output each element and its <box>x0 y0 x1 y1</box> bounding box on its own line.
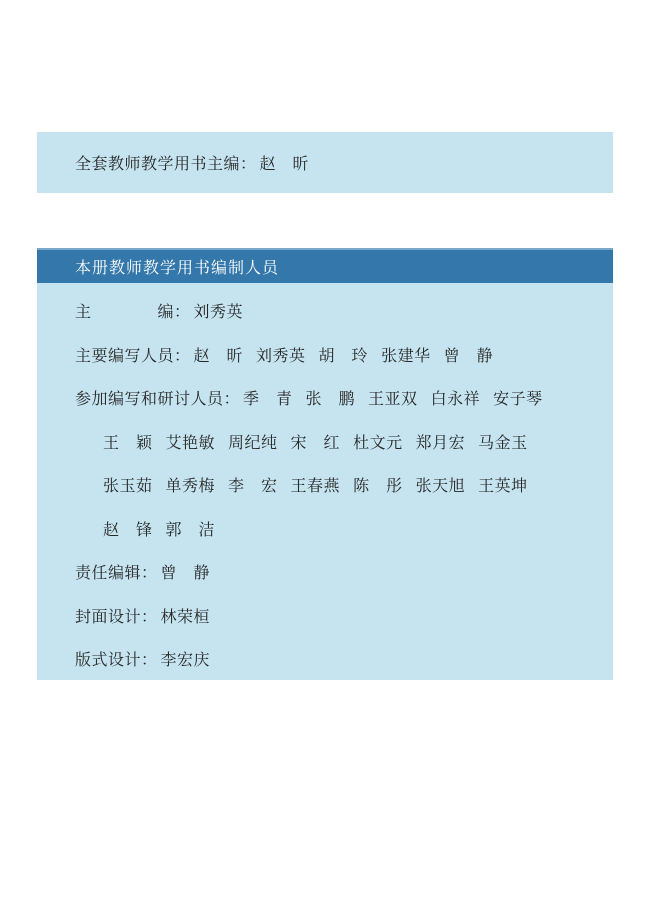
credits-row <box>75 420 599 464</box>
series-editor-box <box>37 132 613 193</box>
person-name: 林荣桓 <box>160 608 211 626</box>
person-name: 杜文元 <box>353 434 403 452</box>
credits-row <box>75 463 599 507</box>
series-editor-names <box>260 151 310 174</box>
person-name: 赵 昕 <box>193 347 244 365</box>
credits-row <box>75 550 599 594</box>
person-name: 白永祥 <box>430 391 481 409</box>
person-name: 张建华 <box>381 347 431 365</box>
credits-row <box>75 637 599 681</box>
person-name: 周纪纯 <box>228 434 278 452</box>
credits-row-label: 参加编写和研讨人员： <box>75 391 241 409</box>
series-editor-label: 全套教师教学用书主编： <box>75 156 257 173</box>
credits-row <box>75 333 599 377</box>
person-name: 胡 玲 <box>318 347 369 365</box>
person-name: 王 颖 <box>103 434 153 452</box>
volume-credits-body <box>37 283 613 681</box>
credits-row <box>75 376 599 420</box>
volume-credits-title: 本册教师教学用书编制人员 <box>75 260 280 277</box>
person-name: 陈 彤 <box>353 478 403 496</box>
person-name: 张天旭 <box>415 478 466 496</box>
person-name: 李 宏 <box>228 478 278 496</box>
person-name: 曾 静 <box>160 565 211 583</box>
person-name: 郭 洁 <box>165 521 216 539</box>
person-name: 季 青 <box>243 391 293 409</box>
credits-row-label: 主要编写人员： <box>75 347 191 365</box>
person-name: 张玉茹 <box>103 478 153 496</box>
person-name: 艾艳敏 <box>165 434 216 452</box>
credits-row-label: 版式设计： <box>75 652 158 670</box>
series-editor-row <box>37 151 309 174</box>
person-name: 李宏庆 <box>160 652 211 670</box>
person-name: 郑月宏 <box>415 434 466 452</box>
volume-credits-box <box>37 248 613 680</box>
person-name: 马金玉 <box>478 434 528 452</box>
credits-row <box>75 507 599 551</box>
person-name: 王英坤 <box>478 478 528 496</box>
person-name: 张 鹏 <box>305 391 356 409</box>
credits-row <box>75 594 599 638</box>
person-name: 单秀梅 <box>165 478 216 496</box>
person-name: 安子琴 <box>493 391 543 409</box>
credits-row <box>75 289 599 333</box>
person-name: 宋 红 <box>290 434 341 452</box>
credits-row-label: 封面设计： <box>75 608 158 626</box>
person-name: 曾 静 <box>443 347 494 365</box>
person-name: 赵 昕 <box>259 156 310 173</box>
volume-credits-header <box>37 248 613 283</box>
credits-row-label: 主 编： <box>75 304 191 322</box>
person-name: 王春燕 <box>290 478 341 496</box>
person-name: 赵 锋 <box>103 521 153 539</box>
person-name: 刘秀英 <box>256 347 306 365</box>
person-name: 王亚双 <box>368 391 418 409</box>
person-name: 刘秀英 <box>193 304 244 322</box>
credits-row-label: 责任编辑： <box>75 565 158 583</box>
